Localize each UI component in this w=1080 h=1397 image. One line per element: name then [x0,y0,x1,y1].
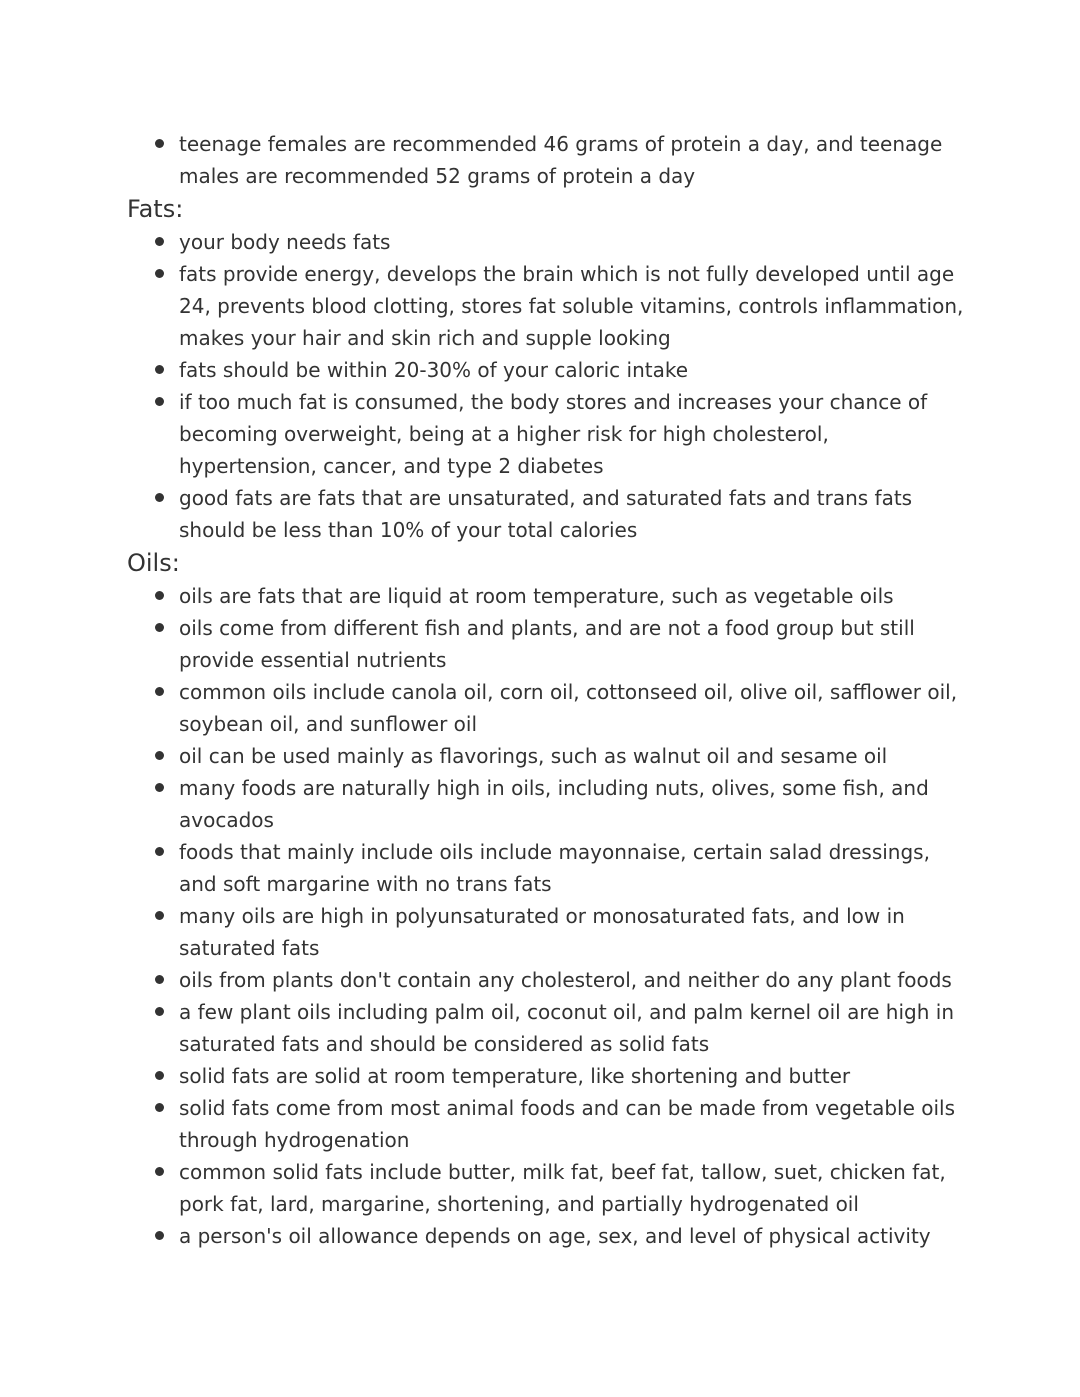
bullet-icon [155,1231,164,1240]
fats-list [0,226,1080,546]
bullet-icon [155,139,164,148]
bullet-icon [155,783,164,792]
bullet-icon [155,623,164,632]
list-item-text: if too much fat is consumed, the body stores and increases your chance of becoming overweight, being at a higher risk for high cholesterol, hypertension, cancer, and type 2 diabetes [179,390,928,478]
bullet-icon [155,591,164,600]
bullet-icon [155,1167,164,1176]
list-item-text: a few plant oils including palm oil, coconut oil, and palm kernel oil are high in saturated fats and should be considered as solid fats [179,1000,954,1056]
list-item [179,612,969,676]
list-item [179,964,969,996]
list-item-text: good fats are fats that are unsaturated, and saturated fats and trans fats should be less than 10% of your total calories [179,486,913,542]
document-page [0,128,1080,1252]
list-item-text: oils are fats that are liquid at room temperature, such as vegetable oils [179,584,894,608]
list-item [179,1092,969,1156]
list-item-text: oil can be used mainly as flavorings, such as walnut oil and sesame oil [179,744,888,768]
bullet-icon [155,269,164,278]
list-item [179,1220,969,1252]
list-item-text: a person's oil allowance depends on age, sex, and level of physical activity [179,1224,931,1248]
list-item-text: solid fats are solid at room temperature, like shortening and butter [179,1064,851,1088]
list-item [179,1060,969,1092]
bullet-icon [155,365,164,374]
list-item [179,836,969,900]
list-item [179,128,969,192]
list-item [179,772,969,836]
list-item [179,258,969,354]
bullet-icon [155,1007,164,1016]
bullet-icon [155,975,164,984]
list-item [179,386,969,482]
list-item [179,580,969,612]
list-item [179,676,969,740]
list-item-text: oils from plants don't contain any cholesterol, and neither do any plant foods [179,968,952,992]
list-item-text: teenage females are recommended 46 grams of protein a day, and teenage males are recommended 52 grams of protein a day [179,132,943,188]
list-item [179,740,969,772]
list-item [179,996,969,1060]
protein-list [0,128,1080,192]
bullet-icon [155,1103,164,1112]
list-item-text: oils come from different fish and plants, and are not a food group but still provide essential nutrients [179,616,915,672]
oils-heading: Oils: [127,549,180,577]
bullet-icon [155,1071,164,1080]
list-item-text: your body needs fats [179,230,391,254]
list-item [179,482,969,546]
list-item-text: fats provide energy, develops the brain which is not fully developed until age 24, prevents blood clotting, stores fat soluble vitamins, controls inflammation, makes your hair and skin rich and supple looking [179,262,964,350]
list-item-text: many foods are naturally high in oils, including nuts, olives, some fish, and avocados [179,776,929,832]
bullet-icon [155,751,164,760]
fats-heading: Fats: [127,195,184,223]
list-item-text: fats should be within 20-30% of your caloric intake [179,358,689,382]
bullet-icon [155,237,164,246]
bullet-icon [155,847,164,856]
list-item [179,354,969,386]
bullet-icon [155,493,164,502]
list-item [179,1156,969,1220]
oils-list [0,580,1080,1252]
list-item-text: many oils are high in polyunsaturated or monosaturated fats, and low in saturated fats [179,904,905,960]
list-item-text: foods that mainly include oils include mayonnaise, certain salad dressings, and soft margarine with no trans fats [179,840,930,896]
list-item [179,226,969,258]
list-item-text: solid fats come from most animal foods and can be made from vegetable oils through hydrogenation [179,1096,956,1152]
bullet-icon [155,397,164,406]
bullet-icon [155,687,164,696]
bullet-icon [155,911,164,920]
list-item-text: common solid fats include butter, milk fat, beef fat, tallow, suet, chicken fat, pork fat, lard, margarine, shortening, and partially hydrogenated oil [179,1160,946,1216]
list-item [179,900,969,964]
list-item-text: common oils include canola oil, corn oil, cottonseed oil, olive oil, safflower oil, soybean oil, and sunflower oil [179,680,958,736]
